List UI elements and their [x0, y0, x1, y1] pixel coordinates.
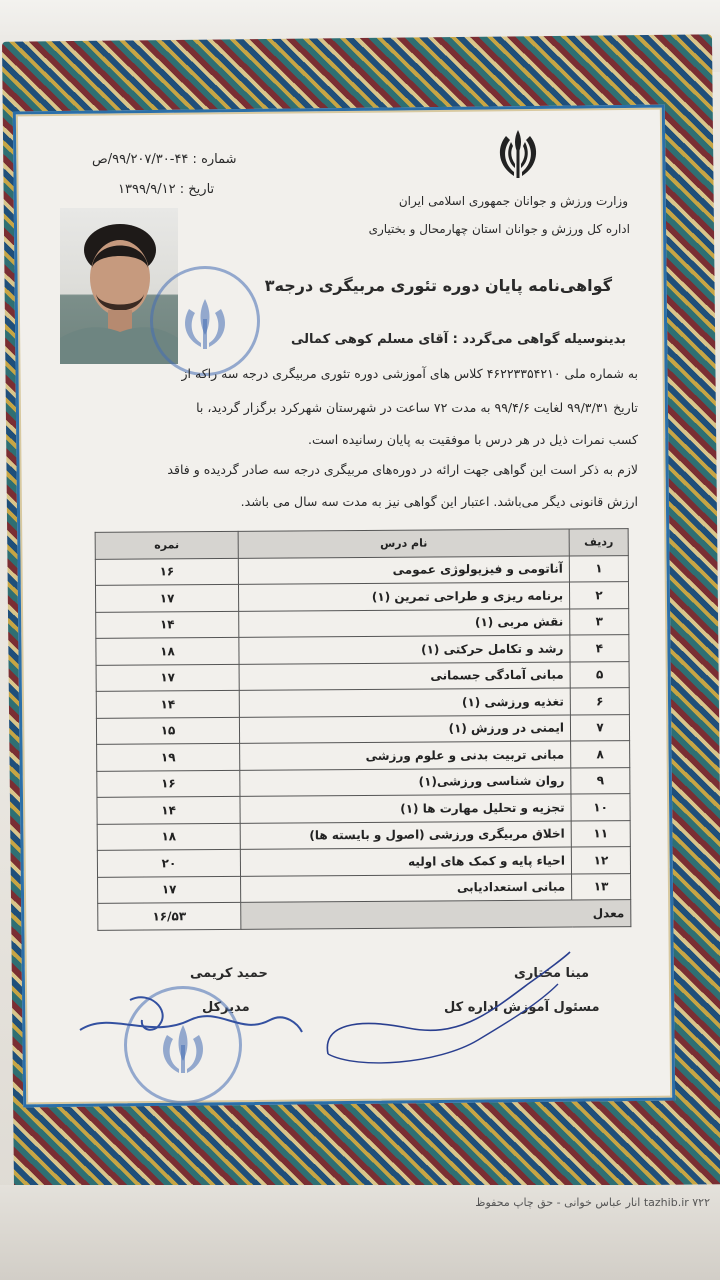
official-stamp-top — [150, 266, 260, 376]
table-row — [96, 661, 629, 691]
body-line-3: تاریخ ۹۹/۳/۳۱ لغایت ۹۹/۴/۶ به مدت ۷۲ ساعت در شهرستان شهرکرد برگزار گردید، با — [196, 400, 638, 415]
row-number: ۱ — [569, 555, 628, 582]
table-row — [98, 873, 631, 903]
course-grade: ۱۶ — [95, 558, 238, 585]
signature-right-graphic — [318, 944, 578, 1074]
course-name: اخلاق مربیگری ورزشی (اصول و بایسته ها) — [240, 821, 571, 850]
course-grade: ۱۴ — [96, 611, 239, 638]
course-grade: ۱۷ — [96, 664, 239, 691]
iran-emblem-icon — [486, 124, 550, 188]
table-row — [97, 820, 630, 850]
course-name: نقش مربی (۱) — [239, 609, 570, 638]
row-number: ۳ — [570, 608, 629, 635]
row-number: ۱۳ — [572, 873, 631, 900]
body-line-1: بدینوسیله گواهی می‌گردد : آقای مسلم کوهی کمالی — [290, 332, 626, 347]
course-name: احیاء پایه و کمک های اولیه — [240, 847, 571, 876]
office-name: اداره کل ورزش و جوانان استان چهارمحال و بختیاری — [368, 222, 630, 236]
average-row — [98, 900, 631, 930]
row-number: ۹ — [571, 767, 630, 794]
course-name: تغذیه ورزشی (۱) — [239, 688, 570, 717]
table-row — [97, 767, 630, 797]
course-name: برنامه ریزی و طراحی تمرین (۱) — [238, 582, 569, 611]
course-grade: ۱۴ — [96, 690, 239, 717]
letter-number: شماره : ۴۴-۹۹/۲۰۷/۳۰/ص — [92, 152, 237, 167]
course-name: مبانی تربیت بدنی و علوم ورزشی — [240, 741, 571, 770]
course-grade: ۱۷ — [98, 876, 241, 903]
grades-table — [95, 528, 632, 930]
ministry-name: وزارت ورزش و جوانان جمهوری اسلامی ایران — [398, 194, 628, 208]
course-name: تجزیه و تحلیل مهارت ها (۱) — [240, 794, 571, 823]
table-row — [96, 688, 629, 718]
course-grade: ۱۶ — [97, 770, 240, 797]
footer-note: tazhib.ir ۷۲۲ انار عباس خوانی - حق چاپ محفوظ — [475, 1196, 710, 1209]
course-grade: ۱۹ — [97, 743, 240, 770]
signer-right-name: مینا مختاری — [514, 966, 590, 981]
row-number: ۶ — [570, 688, 629, 715]
table-row — [97, 794, 630, 824]
table-row — [97, 847, 630, 877]
course-name: مبانی آمادگی جسمانی — [239, 662, 570, 691]
header-course-name: نام درس — [238, 529, 569, 558]
course-name: روان شناسی ورزشی(۱) — [240, 768, 571, 797]
header-grade: نمره — [95, 531, 238, 558]
body-line-2: به شماره ملی ۴۶۲۲۳۳۵۴۲۱۰ کلاس های آموزشی دوره تئوری مربیگری درجه سه راکه از — [181, 366, 638, 381]
course-name: ایمنی در ورزش (۱) — [239, 715, 570, 744]
signer-right-title: مسئول آموزش اداره کل — [444, 1000, 600, 1015]
table-row — [96, 635, 629, 665]
table-row — [95, 582, 628, 612]
course-name: آناتومی و فیزیولوژی عمومی — [238, 556, 569, 585]
table-header-row — [95, 529, 628, 559]
course-grade: ۱۸ — [96, 637, 239, 664]
row-number: ۸ — [571, 741, 630, 768]
course-name: مبانی استعدادیابی — [241, 874, 572, 903]
body-line-6: ارزش قانونی دیگر می‌باشد. اعتبار این گواهی نیز به مدت سه سال می باشد. — [240, 494, 638, 509]
row-number: ۱۱ — [571, 820, 630, 847]
signature-left-graphic — [70, 980, 310, 1060]
header-row-number: ردیف — [569, 529, 628, 556]
row-number: ۵ — [570, 661, 629, 688]
average-value: ۱۶/۵۳ — [98, 902, 241, 929]
average-label: معدل — [241, 900, 631, 929]
signer-left-name: حمید کریمی — [190, 966, 268, 981]
body-line-4: کسب نمرات ذیل در هر درس با موفقیت به پایان رسانیده است. — [308, 432, 638, 447]
row-number: ۲ — [569, 582, 628, 609]
course-grade: ۱۸ — [97, 823, 240, 850]
course-name: رشد و تکامل حرکتی (۱) — [239, 635, 570, 664]
row-number: ۱۲ — [571, 847, 630, 874]
body-line-5: لازم به ذکر است این گواهی جهت ارائه در دوره‌های مربیگری درجه سه صادر گردیده و فاقد — [167, 462, 638, 477]
certificate-title: گواهی‌نامه پایان دوره تئوری مربیگری درجه۳ — [264, 276, 612, 295]
row-number: ۱۰ — [571, 794, 630, 821]
course-grade: ۱۷ — [95, 584, 238, 611]
course-grade: ۱۵ — [96, 717, 239, 744]
row-number: ۷ — [570, 714, 629, 741]
course-grade: ۱۴ — [97, 796, 240, 823]
table-row — [97, 741, 630, 771]
signer-left-title: مدیرکل — [202, 1000, 250, 1015]
table-row — [95, 555, 628, 585]
letter-date: تاریخ : ۱۳۹۹/۹/۱۲ — [118, 182, 215, 197]
table-row — [96, 714, 629, 744]
table-row — [96, 608, 629, 638]
row-number: ۴ — [570, 635, 629, 662]
course-grade: ۲۰ — [97, 849, 240, 876]
